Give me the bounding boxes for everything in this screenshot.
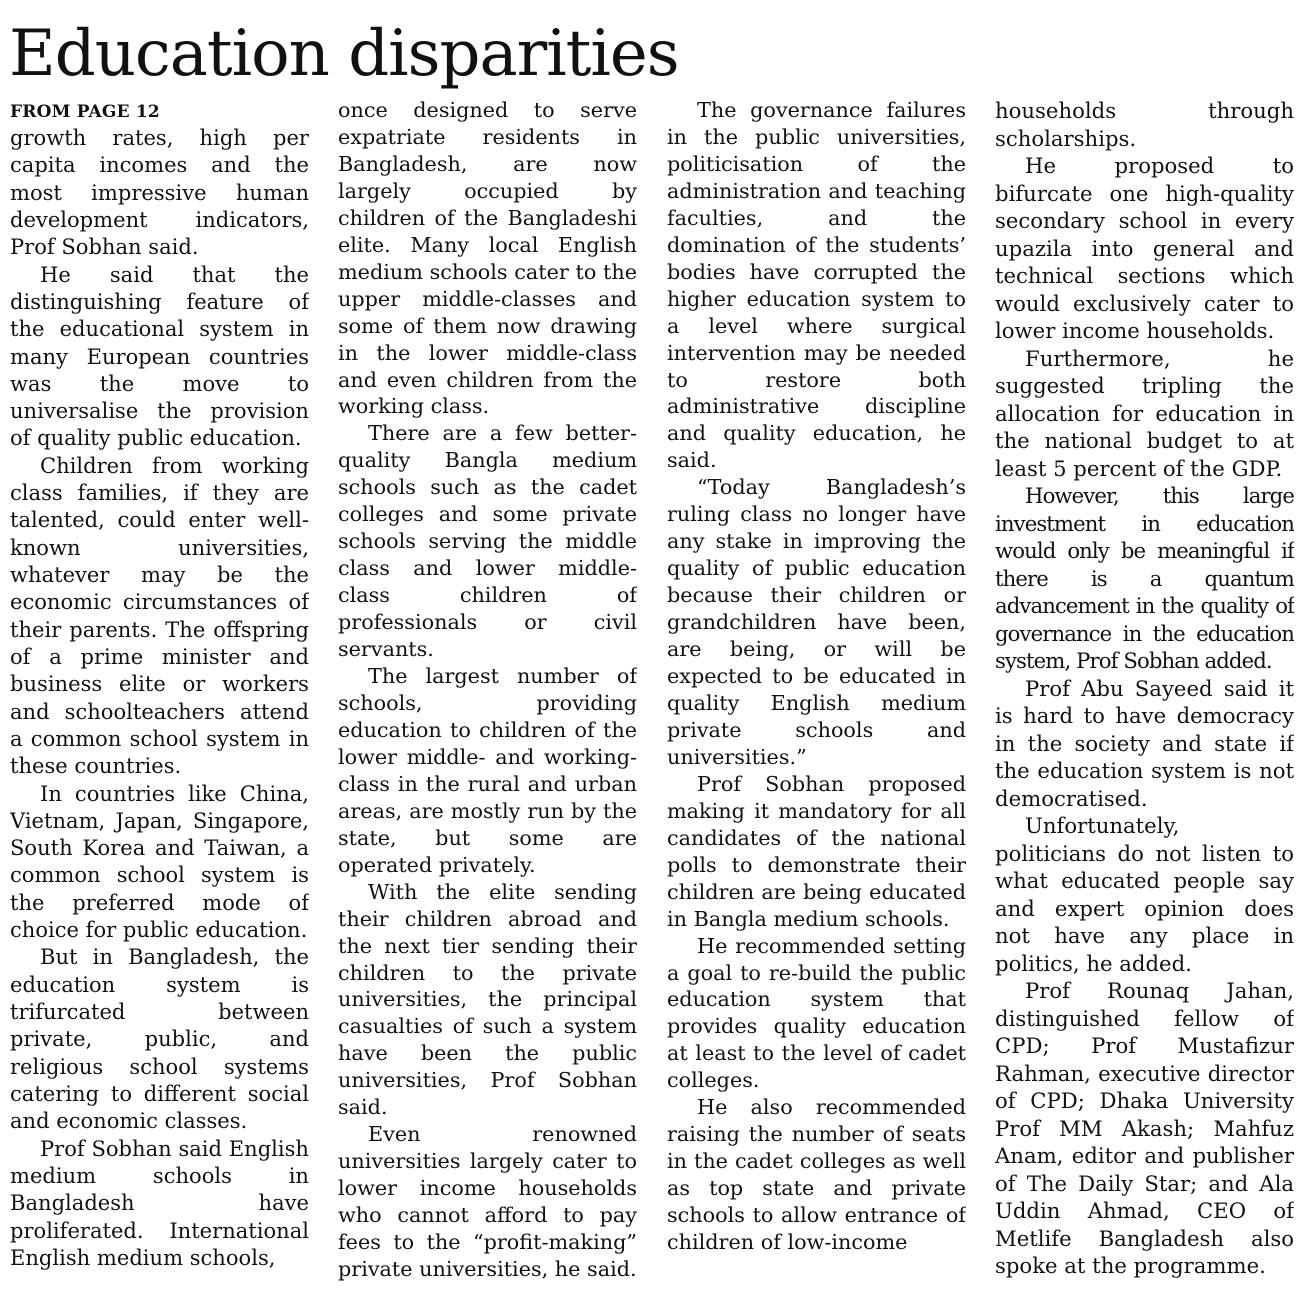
headline: Education disparities [9,17,679,91]
paragraph: “Today Bangladesh’s ruling class no longer have any stake in improving the quality of public education because their children or grandchildren have been, are being, or will be expected to be educated in quality English medium private schools and universities.” [667,475,966,769]
paragraph: The governance failures in the public universities, politicisation of the administration and teaching faculties, and the domination of the students’ bodies have corrupted the higher education system to a level where surgical intervention may be needed to restore both administrative discipline and quality education, he said. [667,98,966,473]
paragraph: But in Bangladesh, the education system is trifurcated between private, public, and religious school systems catering to different social and economic classes. [10,944,309,1134]
paragraph: Prof Sobhan proposed making it mandatory for all candidates of the national polls to demonstrate their children are being educated in Bangla medium schools. [667,771,966,931]
paragraph: Prof Sobhan said English medium schools in Bangladesh have proliferated. International English medium schools, [10,1135,309,1270]
paragraph: Unfortunately, politicians do not listen to what educated people say and expert opinion does not have any place in politics, he added. [995,813,1294,976]
article-column-3 [667,97,966,1284]
paragraph: There are a few better-quality Bangla medium schools such as the cadet colleges and some private schools serving the middle class and lower middle-class children of professionals or civil servants. [338,421,637,662]
paragraph: He proposed to bifurcate one high-quality secondary school in every upazila into general and technical sections which would exclusively cater to lower income households. [995,153,1294,343]
paragraph: In countries like China, Vietnam, Japan, Singapore, South Korea and Taiwan, a common school system is the preferred mode of choice for public education. [10,780,309,943]
paragraph: He also recommended raising the number of seats in the cadet colleges as well as top state and private schools to allow entrance of children of low-income [667,1095,966,1255]
paragraph: Children from working class families, if they are talented, could enter well-known universities, whatever may be the economic circumstances of their parents. The offspring of a prime minister and business elite or workers and schoolteachers attend a common school system in these countries. [10,452,309,779]
paragraph: growth rates, high per capita incomes and the most impressive human development indicators, Prof Sobhan said. [10,125,309,260]
paragraph: households through scholarships. [995,98,1294,151]
paragraph: Even renowned universities largely cater to lower income households who cannot afford to pay fees to the “profit-making” private universities, he said. [338,1122,637,1281]
paragraph: The largest number of schools, providing education to children of the lower middle- and working-class in the rural and urban areas, are mostly run by the state, but some are operated privately. [338,664,637,877]
paragraph: once designed to serve expatriate residents in Bangladesh, are now largely occupied by children of the Bangladeshi elite. Many local English medium schools cater to the upper middle-classes and some of them now drawing in the lower middle-class and even children from the working class. [338,98,637,419]
article-column-4 [995,97,1294,1284]
paragraph: However, this large investment in education would only be meaningful if there is a quantum advancement in the quality of governance in the education system, Prof Sobhan added. [995,483,1294,673]
continuation-kicker: FROM PAGE 12 [10,102,160,122]
paragraph: He said that the distinguishing feature of the educational system in many European countries was the move to universalise the provision of quality public education. [10,261,309,451]
paragraph: Prof Abu Sayeed said it is hard to have democracy in the society and state if the education system is not democratised. [995,675,1294,811]
paragraph: He recommended setting a goal to re-build the public education system that provides quality education at least to the level of cadet colleges. [667,933,966,1093]
paragraph: Prof Rounaq Jahan, distinguished fellow of CPD; Prof Mustafizur Rahman, executive director of CPD; Dhaka University Prof MM Akash; Mahfuz Anam, editor and publisher of The Daily Star; and Ala Uddin Ahmad, CEO of Metlife Bangladesh also spoke at the programme. [995,978,1294,1278]
paragraph: Furthermore, he suggested tripling the allocation for education in the national budget to at least 5 percent of the GDP. [995,345,1294,481]
article-column-1 [10,124,309,1284]
paragraph: With the elite sending their children abroad and the next tier sending their children to the private universities, the principal casualties of such a system have been the public universities, Prof Sobhan said. [338,879,637,1120]
article-column-2 [338,97,637,1284]
